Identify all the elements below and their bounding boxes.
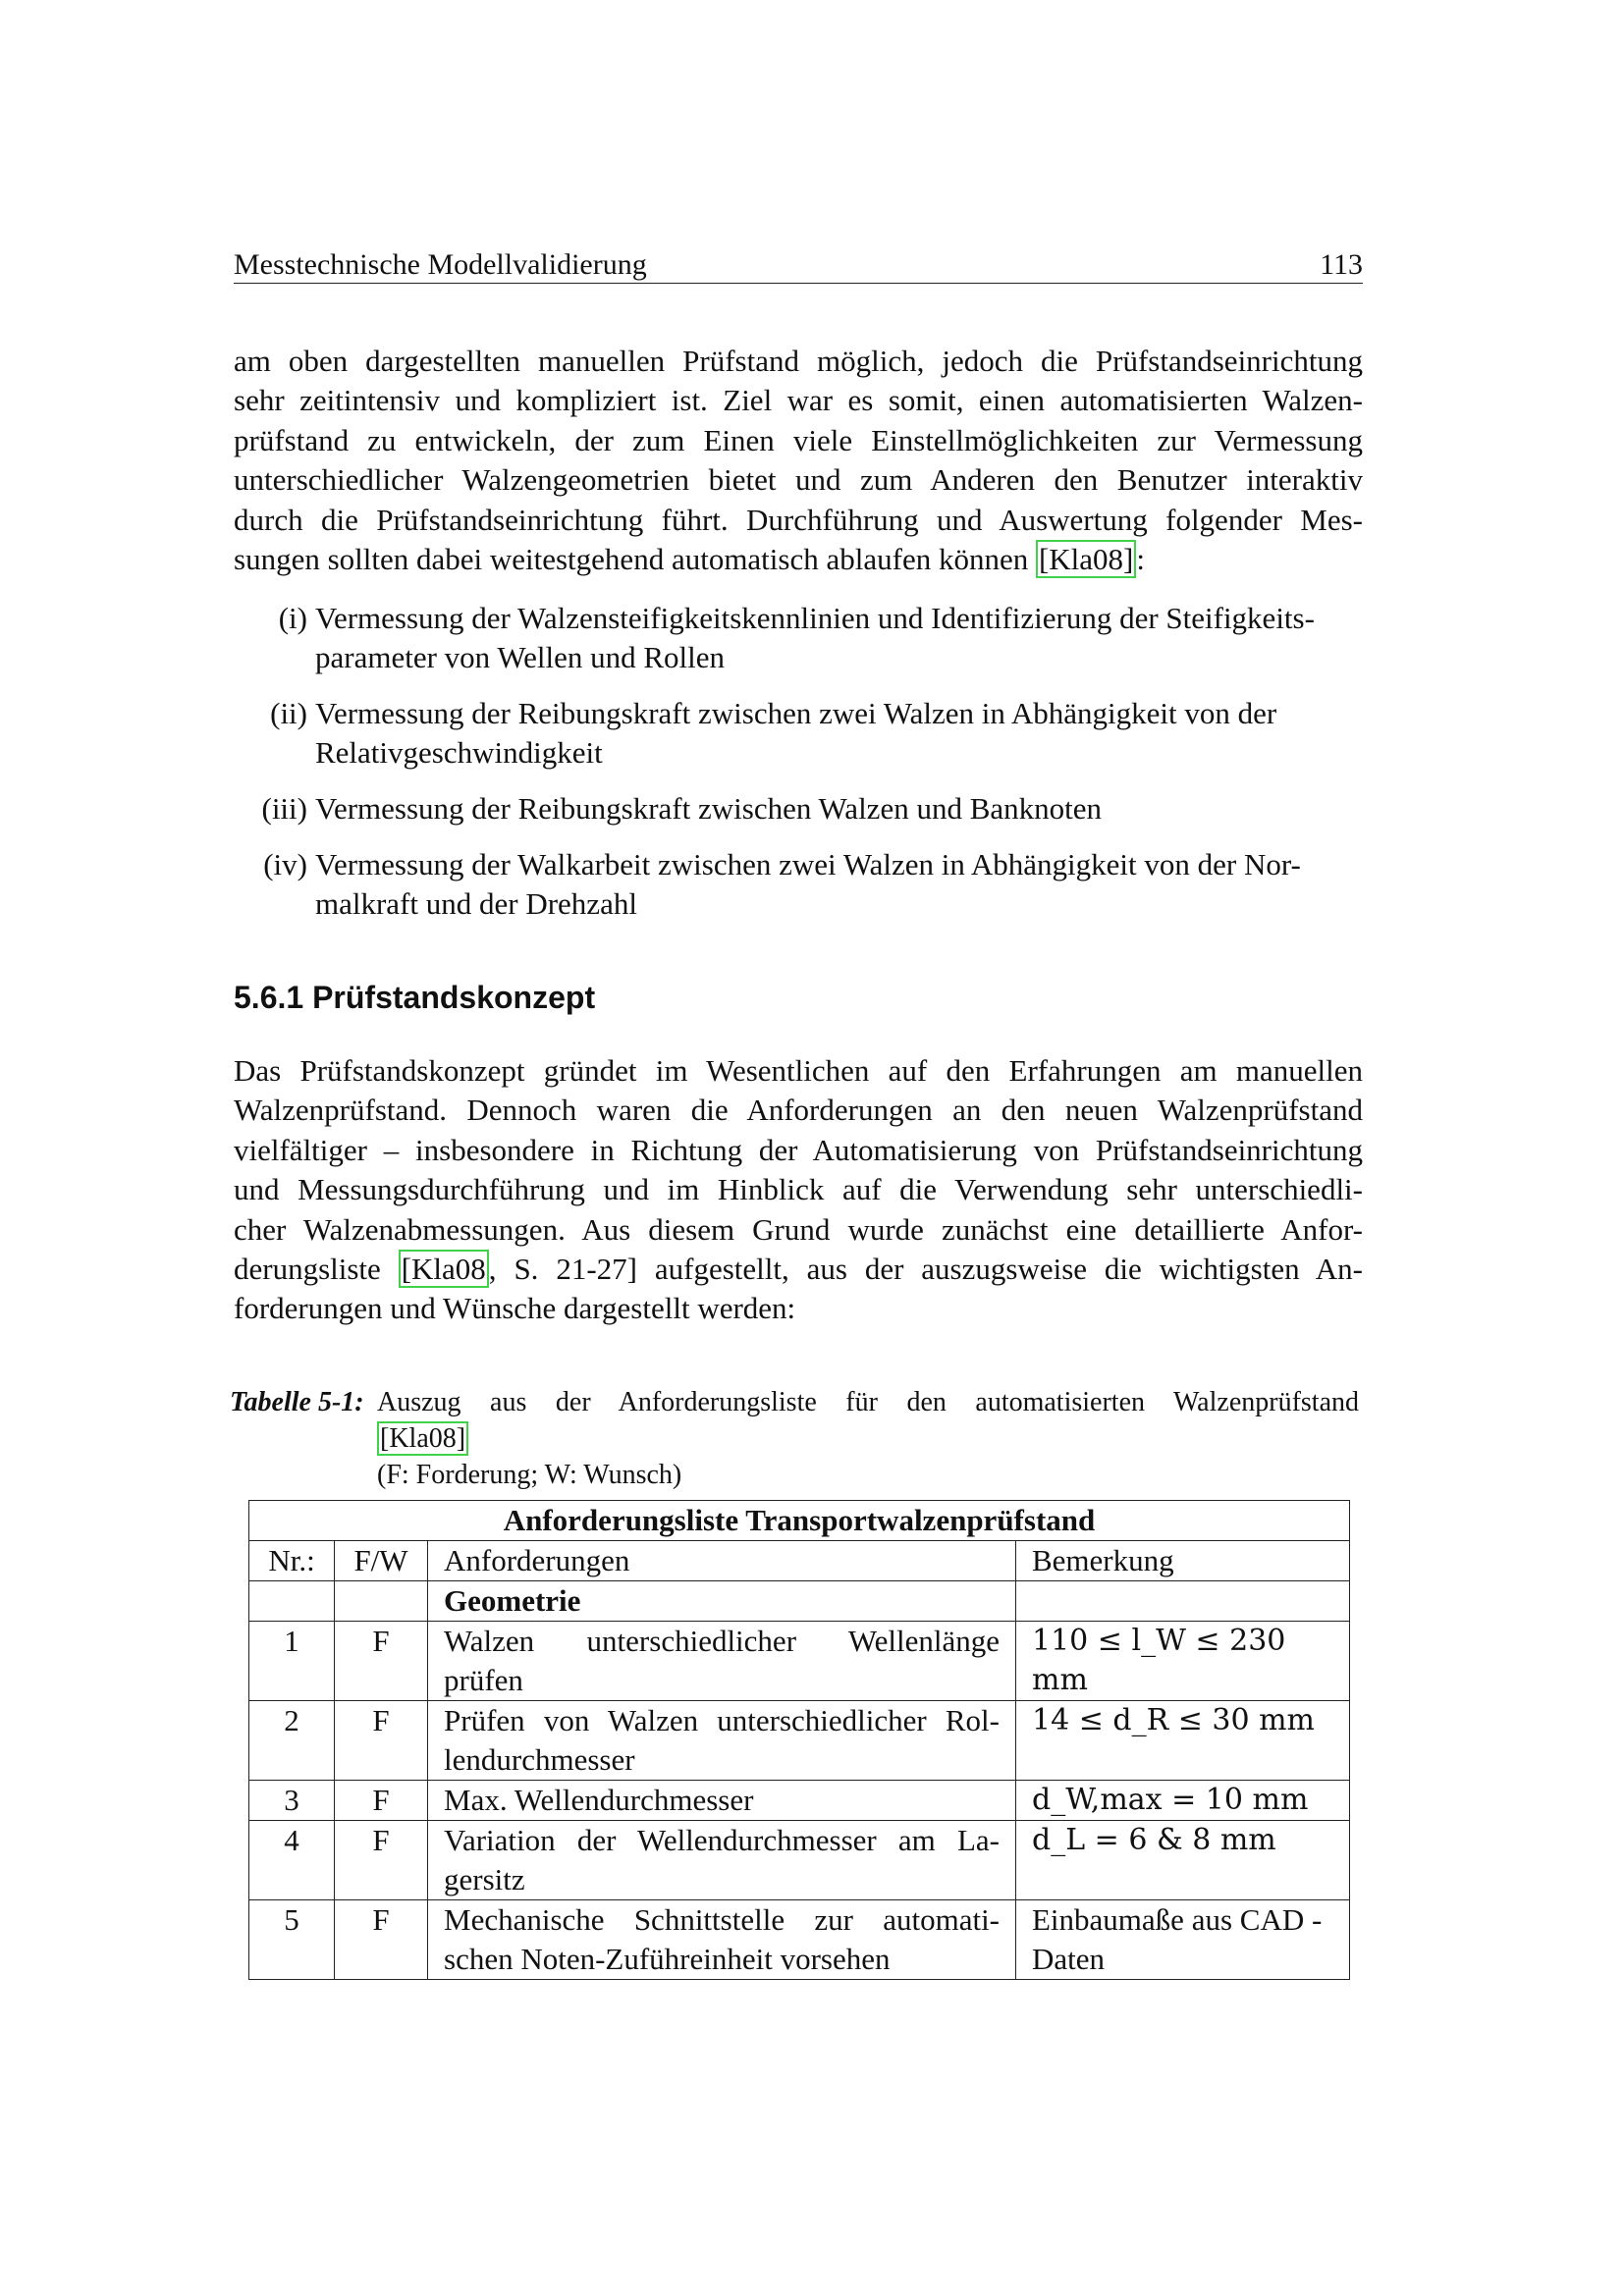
list-item-label: (i) xyxy=(278,601,307,635)
list-item-text: Vermessung der Walkarbeit zwischen zwei Walzen in Abhängigkeit von der Nor- xyxy=(315,847,1301,881)
table-header-row xyxy=(249,1541,1350,1581)
text-line: cher Walzenabmessungen. Aus diesem Grund wurde zunächst eine detaillierte Anfor- xyxy=(234,1211,1363,1247)
caption-line xyxy=(377,1420,1359,1457)
cell-text: Prüfen von Walzen unterschiedlicher Rol- xyxy=(444,1703,1000,1737)
list-item xyxy=(234,599,1363,677)
intro-paragraph xyxy=(234,342,1363,579)
concept-paragraph xyxy=(234,1051,1363,1329)
list-item-label: (ii) xyxy=(270,696,307,730)
text-fragment: : xyxy=(1136,542,1145,577)
text-line: prüfstand zu entwickeln, der zum Einen viele Einstellmöglichkeiten zur Vermessung xyxy=(234,422,1363,457)
text-line: und Messungsdurchführung und im Hinblick auf die Verwendung sehr unterschiedli- xyxy=(234,1172,1363,1207)
citation-link[interactable]: [Kla08] xyxy=(1036,540,1136,578)
measurement-list xyxy=(234,599,1363,940)
caption-legend: (F: Forderung; W: Wunsch) xyxy=(377,1460,682,1490)
group-label: Geometrie xyxy=(428,1581,1016,1622)
text-line: forderungen und Wünsche dargestellt werden: xyxy=(234,1291,796,1326)
cell-text: Walzen unterschiedlicher Wellenlänge xyxy=(444,1624,1000,1658)
row-remark: d_W,max = 10 mm xyxy=(1016,1781,1350,1821)
cell-text: schen Noten-Zuführeinheit vorsehen xyxy=(444,1942,891,1976)
row-type: F xyxy=(335,1900,428,1980)
row-requirement xyxy=(428,1701,1016,1781)
row-remark: 110 ≤ l_W ≤ 230 mm xyxy=(1016,1622,1350,1701)
row-requirement xyxy=(428,1821,1016,1900)
cell-text: gersitz xyxy=(444,1862,525,1896)
running-header-title: Messtechnische Modellvalidierung xyxy=(234,248,647,281)
row-number: 4 xyxy=(249,1821,335,1900)
table-caption xyxy=(230,1384,1359,1493)
section-heading xyxy=(234,980,595,1016)
table-cell xyxy=(249,1581,335,1622)
row-remark: d_L = 6 & 8 mm xyxy=(1016,1821,1350,1900)
list-item-text: Relativgeschwindigkeit xyxy=(315,735,603,770)
table-row xyxy=(249,1781,1350,1821)
table-row xyxy=(249,1821,1350,1900)
list-item-text: Vermessung der Reibungskraft zwischen zwei Walzen in Abhängigkeit von der xyxy=(315,696,1277,730)
requirements-table xyxy=(248,1500,1350,1980)
row-remark: 14 ≤ d_R ≤ 30 mm xyxy=(1016,1701,1350,1781)
text-line xyxy=(234,1250,1363,1289)
column-header: Bemerkung xyxy=(1016,1541,1350,1581)
text-line: Das Prüfstandskonzept gründet im Wesentlichen auf den Erfahrungen am manuellen xyxy=(234,1053,1363,1088)
table-row xyxy=(249,1900,1350,1980)
list-item-text: Vermessung der Reibungskraft zwischen Walzen und Banknoten xyxy=(315,791,1103,826)
column-header: Nr.: xyxy=(249,1541,335,1581)
list-item-label: (iv) xyxy=(263,847,307,881)
text-fragment: , S. 21-27] aufgestellt, aus der auszugsweise die wichtigsten An- xyxy=(488,1252,1363,1287)
caption-text: Auszug aus der Anforderungsliste für den automatisierten Walzenprüfstand xyxy=(377,1387,1359,1417)
text-line: durch die Prüfstandseinrichtung führt. Durchführung und Auswertung folgender Mes- xyxy=(234,502,1363,537)
section-title: Prüfstandskonzept xyxy=(312,980,596,1015)
row-requirement xyxy=(428,1781,1016,1821)
cell-text: Mechanische Schnittstelle zur automati- xyxy=(444,1902,1000,1937)
table-cell xyxy=(1016,1581,1350,1622)
column-header: Anforderungen xyxy=(428,1541,1016,1581)
text-line: sehr zeitintensiv und kompliziert ist. Ziel war es somit, einen automatisierten Walzen- xyxy=(234,383,1363,418)
text-fragment: sungen sollten dabei weitestgehend automatisch ablaufen können xyxy=(234,542,1036,577)
list-item-text: parameter von Wellen und Rollen xyxy=(315,640,726,674)
list-item-text: malkraft und der Drehzahl xyxy=(315,886,637,921)
cell-text: Max. Wellendurchmesser xyxy=(444,1783,754,1817)
list-item xyxy=(234,694,1363,773)
page-number: 113 xyxy=(1320,248,1363,281)
row-number: 5 xyxy=(249,1900,335,1980)
table-row xyxy=(249,1622,1350,1701)
table-group-row xyxy=(249,1581,1350,1622)
list-item-label: (iii) xyxy=(261,791,307,826)
cell-text: Daten xyxy=(1032,1942,1106,1976)
cell-text: lendurchmesser xyxy=(444,1742,635,1777)
table-title-row xyxy=(249,1501,1350,1541)
citation-link[interactable]: [Kla08 xyxy=(399,1250,489,1288)
cell-text: Variation der Wellendurchmesser am La- xyxy=(444,1823,1000,1857)
text-line xyxy=(234,540,1363,579)
text-line: unterschiedlicher Walzengeometrien bietet und zum Anderen den Benutzer interaktiv xyxy=(234,462,1363,498)
row-type: F xyxy=(335,1781,428,1821)
row-number: 3 xyxy=(249,1781,335,1821)
citation-link[interactable]: [Kla08] xyxy=(377,1421,468,1456)
text-fragment: derungsliste xyxy=(234,1252,399,1287)
text-line: am oben dargestellten manuellen Prüfstand möglich, jedoch die Prüfstandseinrichtung xyxy=(234,344,1363,378)
table-row xyxy=(249,1701,1350,1781)
list-item xyxy=(234,845,1363,924)
cell-text: prüfen xyxy=(444,1663,523,1697)
row-requirement xyxy=(428,1900,1016,1980)
caption-label: Tabelle 5-1: xyxy=(230,1387,364,1417)
list-item xyxy=(234,789,1363,828)
row-type: F xyxy=(335,1821,428,1900)
row-requirement xyxy=(428,1622,1016,1701)
row-type: F xyxy=(335,1701,428,1781)
cell-text: Einbaumaße aus CAD - xyxy=(1032,1902,1323,1937)
list-item-text: Vermessung der Walzensteifigkeitskennlinien und Identifizierung der Steifigkeits- xyxy=(315,601,1315,635)
running-header xyxy=(234,243,1363,284)
row-remark xyxy=(1016,1900,1350,1980)
text-line: vielfältiger – insbesondere in Richtung der Automatisierung von Prüfstandseinrichtung xyxy=(234,1132,1363,1167)
row-number: 1 xyxy=(249,1622,335,1701)
column-header: F/W xyxy=(335,1541,428,1581)
row-type: F xyxy=(335,1622,428,1701)
table-title: Anforderungsliste Transportwalzenprüfstand xyxy=(249,1501,1350,1541)
text-line: Walzenprüfstand. Dennoch waren die Anforderungen an den neuen Walzenprüfstand xyxy=(234,1093,1363,1128)
table-cell xyxy=(335,1581,428,1622)
section-number: 5.6.1 xyxy=(234,980,304,1015)
row-number: 2 xyxy=(249,1701,335,1781)
